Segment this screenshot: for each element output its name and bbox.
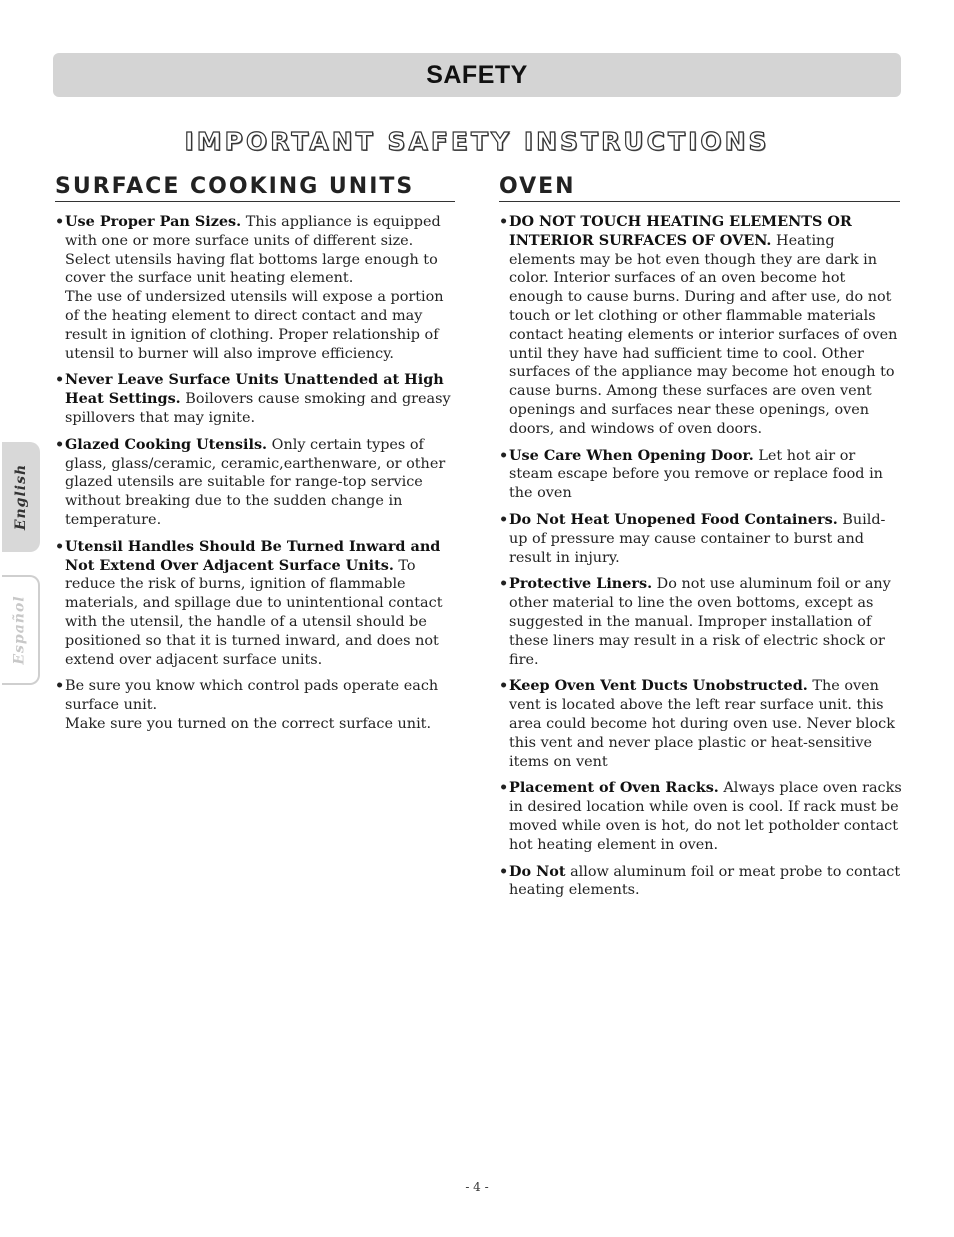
item-bold-text: Use Proper Pan Sizes.: [65, 213, 242, 230]
list-item: [499, 213, 902, 439]
item-extra-text: Make sure you turned on the correct surface unit.: [65, 715, 432, 732]
tab-english-label: English: [13, 463, 29, 531]
list-item: [499, 779, 902, 854]
list-item: [55, 213, 457, 363]
list-item: [499, 677, 902, 771]
item-text: Heating elements may be hot even though they are dark in color. Interior surfaces of an oven become hot enough to cause burns. During and after use, do not touch or let clothing or other flammable materials contact heating elements or interior surfaces of oven until they have had sufficient time to cool. Other surfaces of the appliance may become hot enough to cause burns. Among these surfaces are oven vent openings and surfaces near these openings, oven doors, and windows of oven doors.: [509, 232, 898, 437]
item-bold-text: Glazed Cooking Utensils.: [65, 435, 268, 453]
item-text: Let hot air or steam escape before you remove or replace food in the oven: [509, 447, 883, 502]
item-bold-text: Never Leave Surface Units Unattended at High Heat Settings.: [65, 371, 444, 408]
item-text: Boilovers cause smoking and greasy spillovers that may ignite.: [65, 391, 451, 426]
main-title: IMPORTANT SAFETY INSTRUCTIONS: [184, 127, 770, 156]
list-item: [499, 511, 902, 567]
page-number: - 4 -: [465, 1180, 489, 1194]
item-text: Be sure you know which control pads operate each surface unit.: [65, 678, 439, 714]
item-text: Do not use aluminum foil or any other material to line the oven bottoms, except as suggested in the manual. Improper installation of these liners may result in a risk of electric shock or fire.: [509, 576, 891, 668]
item-text: The oven vent is located above the left rear surface unit. this area could become hot during oven use. Never block this vent and never place plastic or heat-sensitive items on vent: [509, 678, 895, 770]
list-item: [499, 575, 902, 669]
item-bold-text: Protective Liners.: [509, 575, 653, 593]
oven-heading: OVEN: [499, 174, 900, 202]
item-text: Only certain types of glass, glass/ceramic, ceramic,earthenware, or other glazed utensils are suitable for range-top service without breaking due to the sudden change in temperature.: [65, 436, 446, 528]
item-bold-text: Do Not: [509, 862, 566, 880]
header-bar: [53, 53, 901, 97]
tab-espanol[interactable]: [2, 575, 40, 685]
item-bold-text: DO NOT TOUCH HEATING ELEMENTS OR INTERIOR SURFACES OF OVEN.: [509, 213, 852, 249]
tab-english[interactable]: [2, 442, 40, 552]
item-extra-text: The use of undersized utensils will expose a portion of the heating element to direct contact and may result in ignition of clothing. Proper relationship of utensil to burner will also improve efficiency.: [65, 289, 444, 362]
header-title: SAFETY: [426, 60, 528, 89]
item-bold-text: Do Not Heat Unopened Food Containers.: [509, 510, 838, 528]
item-text: Build-up of pressure may cause container to burst and result in injury.: [509, 511, 886, 566]
item-bold-text: Use Care When Opening Door.: [509, 446, 754, 464]
list-item: [55, 436, 457, 530]
item-bold-text: Keep Oven Vent Ducts Unobstructed.: [509, 677, 808, 695]
item-bold-text: Placement of Oven Racks.: [509, 779, 719, 797]
item-bold-text: Utensil Handles Should Be Turned Inward and Not Extend Over Adjacent Surface Units.: [65, 537, 441, 574]
tab-espanol-label: Español: [12, 595, 28, 665]
list-item: [499, 447, 902, 503]
list-item: [499, 863, 902, 901]
surface-cooking-column: [55, 213, 457, 742]
list-item: [55, 677, 457, 733]
item-text: allow aluminum foil or meat probe to contact heating elements.: [509, 863, 901, 899]
item-text: This appliance is equipped with one or more surface units of different size. Select utensils having flat bottoms large enough to cover the surface unit heating element.: [65, 214, 441, 287]
oven-column: [499, 213, 902, 908]
list-item: [55, 538, 457, 670]
item-text: To reduce the risk of burns, ignition of flammable materials, and spillage due to unintentional contact with the utensil, the handle of a utensil should be positioned so that it is turned inward, and does not extend over adjacent surface units.: [65, 557, 443, 668]
item-text: Always place oven racks in desired location while oven is cool. If rack must be moved while oven is hot, do not let potholder contact hot heating element in oven.: [509, 780, 902, 853]
list-item: [55, 371, 457, 427]
surface-cooking-heading: SURFACE COOKING UNITS: [55, 174, 455, 202]
